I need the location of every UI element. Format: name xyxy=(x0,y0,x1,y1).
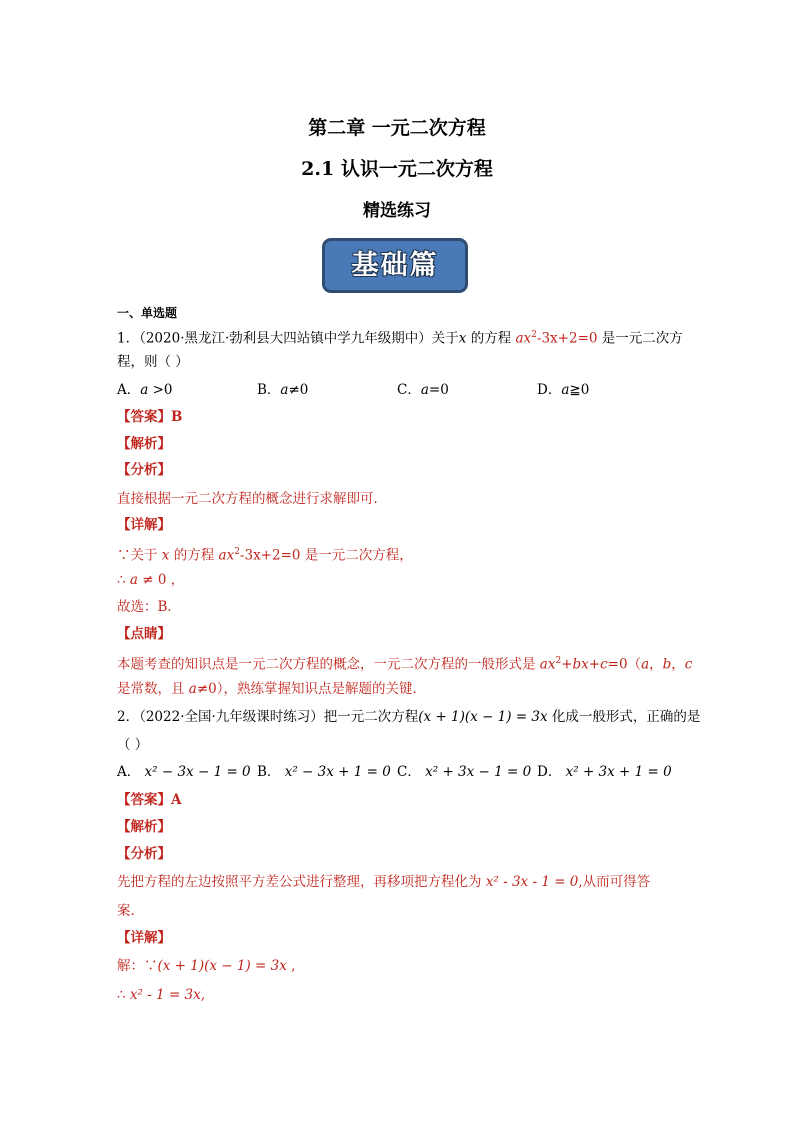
q1-detail-line3: 故选：B． xyxy=(117,599,181,615)
q1-stem-text: 的方程 xyxy=(466,330,516,347)
q2-stem-line2: （ ） xyxy=(117,737,149,753)
option-expr: x² − 3x + 1 = 0 xyxy=(284,764,391,780)
q1-detail-line2 xyxy=(117,571,184,589)
option-rel: ≠0 xyxy=(288,382,309,398)
q2-source: 2．（2022·全国·九年级课时练习）把一元二次方程 xyxy=(117,709,419,725)
chapter-title: 第二章 一元二次方程 xyxy=(308,117,486,139)
q2-option-d[interactable] xyxy=(537,763,672,781)
detail-text: ≠ 0 ， xyxy=(137,572,185,588)
detail-text: 的方程 xyxy=(169,547,219,564)
q2-stem-line1 xyxy=(117,708,700,726)
detail-text: ∴ xyxy=(117,572,130,588)
note-eq: + xyxy=(561,656,573,673)
option-label: B． xyxy=(257,764,281,780)
q1-eq-sup: 2 xyxy=(531,330,537,340)
q2-fenxi-line2: 案． xyxy=(117,903,144,919)
option-rel: >0 xyxy=(148,382,173,398)
q1-fenxi-heading: 【分析】 xyxy=(117,462,171,478)
q1-stem-line1 xyxy=(117,326,683,348)
option-expr: x² + 3x − 1 = 0 xyxy=(425,764,532,780)
q2-fenxi-line1 xyxy=(117,873,650,891)
q2-option-a[interactable] xyxy=(117,763,251,781)
q2-option-c[interactable] xyxy=(397,763,531,781)
detail-eq: -3x+2=0 xyxy=(239,547,301,564)
note-eq: + xyxy=(588,656,601,673)
level-badge: 基础篇 xyxy=(322,238,468,293)
q1-jiexi-heading: 【解析】 xyxy=(117,436,171,452)
section-title: 2.1 认识一元二次方程 xyxy=(301,158,493,180)
detail-var: a xyxy=(129,572,138,588)
q2-equation: (x + 1)(x − 1) = 3x xyxy=(418,709,548,725)
note-eq: ax xyxy=(539,656,556,673)
q1-source: 1．（2020·黑龙江·勃利县大四站镇中学九年级期中）关于 xyxy=(117,330,459,347)
q1-answer: 【答案】B xyxy=(117,409,183,425)
q2-answer: 【答案】A xyxy=(117,792,182,808)
fenxi-text: ,从而可得答 xyxy=(578,874,651,890)
q2-xiangjie-heading: 【详解】 xyxy=(117,930,171,946)
detail-text: ∴ xyxy=(117,987,130,1003)
section-heading: 一、单选题 xyxy=(117,306,178,320)
detail-text: ∵关于 xyxy=(117,547,162,564)
detail-text: , xyxy=(286,958,296,974)
q2-fenxi-heading: 【分析】 xyxy=(117,846,171,862)
detail-var: x xyxy=(161,547,170,564)
q1-dianjing-heading: 【点睛】 xyxy=(117,626,171,642)
note-eq: =0（ xyxy=(607,656,642,673)
q1-option-a[interactable] xyxy=(117,381,173,399)
q1-eq-rest: -3x+2=0 xyxy=(536,330,598,347)
q1-option-c[interactable] xyxy=(397,381,449,399)
note-var: a xyxy=(188,681,197,697)
q2-detail-line2 xyxy=(117,986,205,1004)
option-label: A． xyxy=(117,382,141,398)
q1-stem-line2: 程，则（ ） xyxy=(117,354,189,370)
option-label: D． xyxy=(537,764,562,780)
q1-eq-a: ax xyxy=(515,330,532,347)
q1-var-x: x xyxy=(458,330,467,347)
option-expr: x² − 3x − 1 = 0 xyxy=(144,764,251,780)
option-label: C． xyxy=(397,764,421,780)
option-var: a xyxy=(420,382,429,398)
subtitle: 精选练习 xyxy=(363,201,431,221)
detail-text: 是一元二次方程， xyxy=(300,547,413,564)
option-rel: ≧0 xyxy=(569,382,590,398)
q2-stem-end: 化成一般形式，正确的是 xyxy=(547,709,701,725)
detail-eq: x² - 1 = 3x, xyxy=(129,987,206,1003)
note-var: a xyxy=(641,656,650,673)
option-var: a xyxy=(561,382,570,398)
fenxi-eq: x² - 3x - 1 = 0 xyxy=(485,874,579,890)
note-var: b xyxy=(662,656,672,673)
option-label: B． xyxy=(257,382,281,398)
detail-text: 解：∵ xyxy=(117,958,158,974)
q1-note-line1 xyxy=(117,652,692,674)
q1-option-d[interactable] xyxy=(537,381,589,399)
note-var: c xyxy=(684,656,693,673)
note-text: ， xyxy=(671,656,685,673)
q1-xiangjie-heading: 【详解】 xyxy=(117,517,171,533)
option-label: D． xyxy=(537,382,562,398)
detail-eq: (x + 1)(x − 1) = 3x xyxy=(157,958,287,974)
option-rel: =0 xyxy=(428,382,449,398)
option-label: A． xyxy=(117,764,141,780)
q1-stem-end: 是一元二次方 xyxy=(597,330,683,347)
q2-option-b[interactable] xyxy=(257,763,391,781)
option-expr: x² + 3x + 1 = 0 xyxy=(565,764,672,780)
note-eq: c xyxy=(600,656,608,673)
q1-note-line2 xyxy=(117,680,426,698)
fenxi-text: 先把方程的左边按照平方差公式进行整理，再移项把方程化为 xyxy=(117,874,486,890)
option-var: a xyxy=(140,382,149,398)
note-text: ≠0），熟练掌握知识点是解题的关键． xyxy=(196,681,427,697)
q1-option-b[interactable] xyxy=(257,381,308,399)
q2-jiexi-heading: 【解析】 xyxy=(117,819,171,835)
note-eq: bx xyxy=(572,656,589,673)
note-text: 本题考查的知识点是一元二次方程的概念，一元二次方程的一般形式是 xyxy=(117,656,540,673)
q1-fenxi-text: 直接根据一元二次方程的概念进行求解即可． xyxy=(117,491,387,507)
note-sup: 2 xyxy=(555,656,562,666)
note-text: ， xyxy=(649,656,663,673)
q1-detail-line1 xyxy=(117,543,413,565)
note-text: 是常数，且 xyxy=(117,681,189,697)
detail-sup: 2 xyxy=(234,547,240,557)
option-label: C． xyxy=(397,382,421,398)
detail-eq: ax xyxy=(218,547,235,564)
q2-detail-line1 xyxy=(117,957,295,975)
option-var: a xyxy=(280,382,289,398)
